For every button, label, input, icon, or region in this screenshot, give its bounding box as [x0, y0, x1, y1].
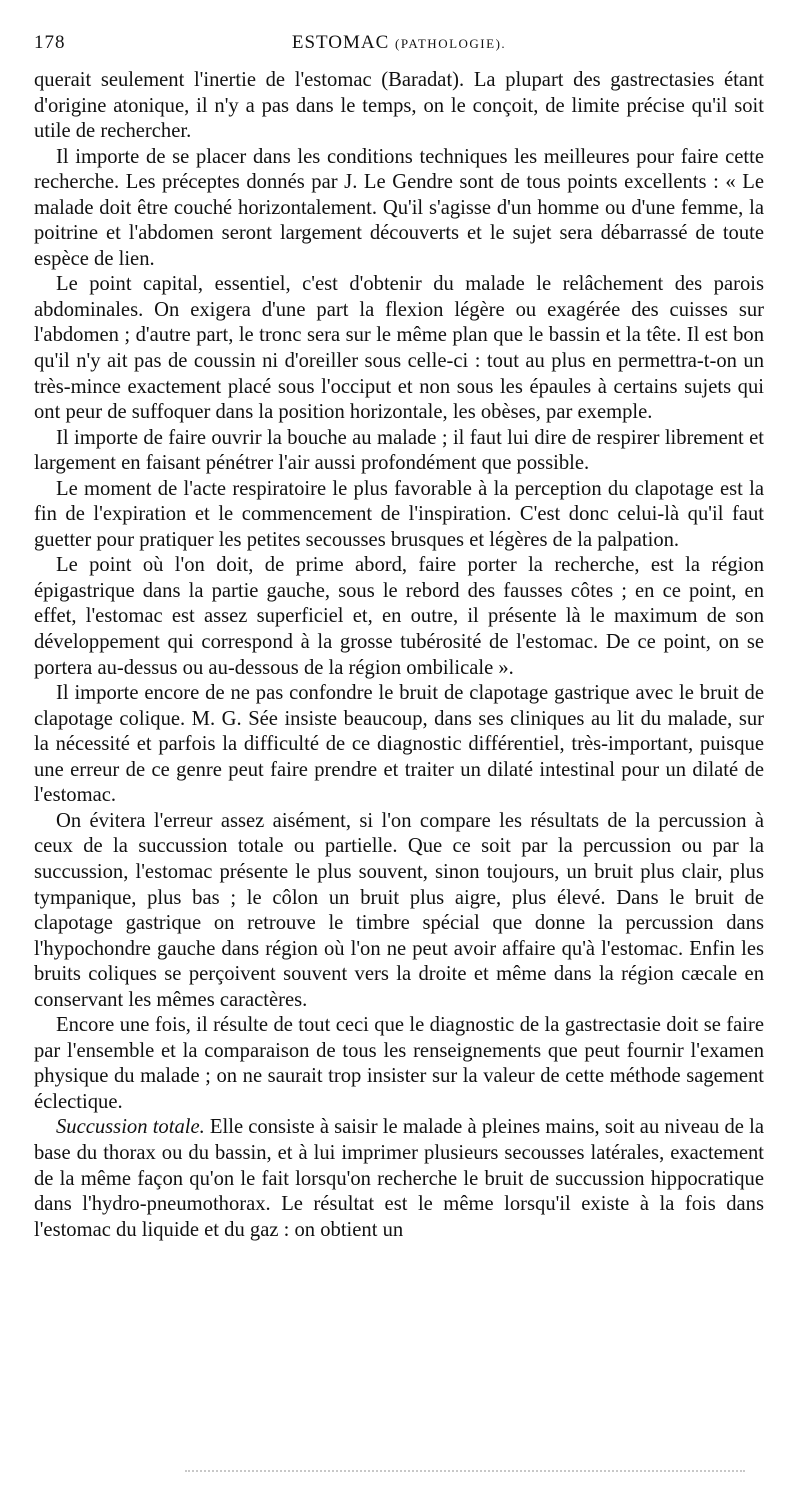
- running-head: [34, 28, 764, 58]
- paragraph: Le moment de l'acte respiratoire le plus favorable à la perception du clapotage est la fin de l'expiration et le commencement de l'inspiration. C'est donc celui-là qu'il faut guetter pour pratiquer les petites secousses brusques et légères de la palpation.: [34, 477, 764, 551]
- book-page: [34, 28, 764, 1243]
- paragraph: Il importe de faire ouvrir la bouche au malade ; il faut lui dire de respirer librement et largement en faisant pénétrer l'air aussi profondément que possible.: [34, 426, 764, 475]
- page-number: 178: [34, 32, 66, 53]
- paragraph: Il importe encore de ne pas confondre le bruit de clapotage gastrique avec le bruit de clapotage colique. M. G. Sée insiste beaucoup, dans ses cliniques au lit du malade, sur la nécessité et parfois la difficulté de ce diagnostic différentiel, très-important, puisque une erreur de ce genre peut faire prendre et traiter un dilaté intestinal pour un dilaté de l'estomac.: [34, 682, 764, 807]
- paragraph: Le point où l'on doit, de prime abord, faire porter la recherche, est la région épigastrique dans la partie gauche, sous le rebord des fausses côtes ; en ce point, en effet, l'estomac est assez superficiel et, en outre, il présente là le maximum de son développement qui correspond à la grosse tubérosité de l'estomac. De ce point, on se portera au-dessus ou au-dessous de la région ombilicale ».: [34, 554, 764, 679]
- paragraph: Le point capital, essentiel, c'est d'obtenir du malade le relâchement des parois abdominales. On exigera d'une part la flexion légère ou exagérée des cuisses sur l'abdomen ; d'autre part, le tronc sera sur le même plan que le bassin et la tête. Il est bon qu'il n'y ait pas de coussin ni d'oreiller sous celle-ci : tout au plus en permettra-t-on un très-mince exactement placé sous l'occiput et non sous les épaules à certains sujets qui ont peur de suffoquer dans la position horizontale, les obèses, par exemple.: [34, 273, 764, 424]
- subsection-heading: Succussion totale.: [56, 1116, 205, 1139]
- body-text: [34, 68, 764, 1243]
- paragraph: Encore une fois, il résulte de tout ceci que le diagnostic de la gastrectasie doit se faire par l'ensemble et la comparaison de tous les renseignements que peut fournir l'examen physique du malade ; on ne saurait trop insister sur la valeur de cette méthode sagement éclectique.: [34, 1014, 764, 1113]
- paragraph: Il importe de se placer dans les conditions techniques les meilleures pour faire cette recherche. Les préceptes donnés par J. Le Gendre sont de tous points excellents : « Le malade doit être couché horizontalement. Qu'il s'agisse d'un homme ou d'une femme, la poitrine et l'abdomen seront largement découverts et le sujet sera débarrassé de toute espèce de lien.: [34, 145, 764, 270]
- running-title: [34, 32, 764, 54]
- paragraph: On évitera l'erreur assez aisément, si l'on compare les résultats de la percussion à ceux de la succussion totale ou partielle. Que ce soit par la percussion ou par la succussion, l'estomac présente le plus souvent, sinon toujours, un bruit plus clair, plus tympanique, plus bas ; le côlon un bruit plus aigre, plus élevé. Dans le bruit de clapotage gastrique on retrouve le timbre spécial que donne la percussion dans l'hypochondre gauche dans région où l'on ne peut avoir affaire qu'à l'estomac. Enfin les bruits coliques se perçoivent souvent vers la droite et même dans la région cæcale en conservant les mêmes caractères.: [34, 809, 764, 1011]
- paragraph: [34, 1115, 764, 1243]
- paragraph-text: Elle consiste à saisir le malade à pleines mains, soit au niveau de la base du thorax ou du bassin, et à lui imprimer plusieurs secousses latérales, exactement de la même façon qu'on le fait lorsqu'on recherche le bruit de succussion hippocratique dans l'hydro-pneumothorax. Le résultat est le même lorsqu'il existe à la fois dans l'estomac du liquide et du gaz : on obtient un: [34, 1116, 764, 1241]
- running-title-main: ESTOMAC: [291, 32, 390, 53]
- bleed-through-marks: [185, 1466, 745, 1472]
- running-title-section: (PATHOLOGIE).: [395, 36, 507, 51]
- paragraph: querait seulement l'inertie de l'estomac (Baradat). La plupart des gastrectasies étant d'origine atonique, il n'y a pas dans le temps, on le conçoit, de limite précise qu'il soit utile de rechercher.: [34, 69, 764, 143]
